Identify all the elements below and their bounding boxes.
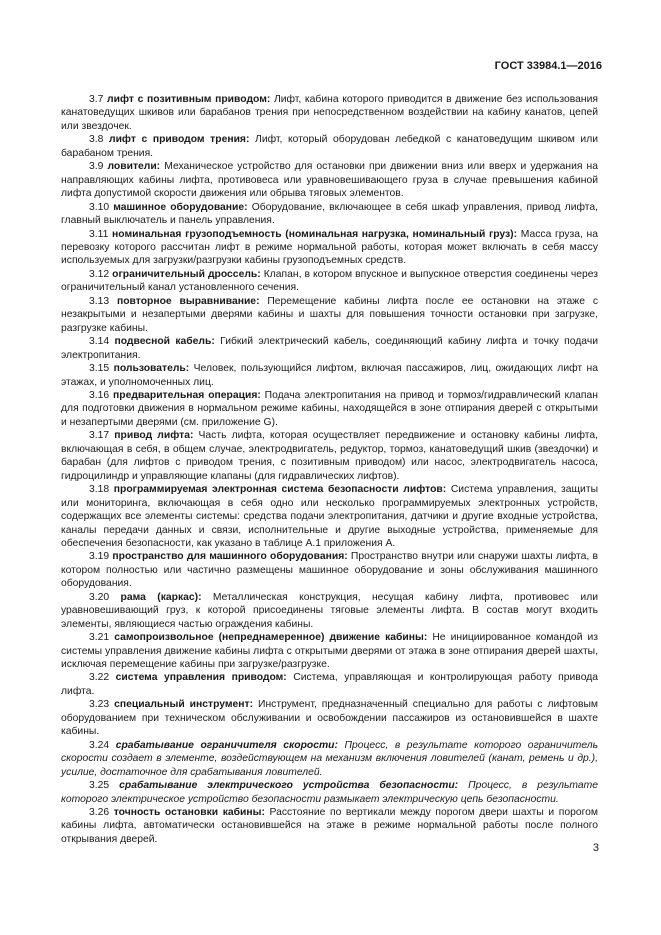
definition-text: Гибкий электрический кабель, соединяющий кабину лифта и точку подачи электропитания. [61,336,598,361]
definition-text: Система, управляющая и контролирующая работу привода лифта. [61,672,599,697]
definition-text: Механическое устройство для остановки при движении вниз или вверх и удержания на направляющих кабины лифта, противовеса или уравновешивающего груза в случае превышения кабиной лифта допустимой скорости движения или обрыва тяговых элементов. [61,161,599,200]
definition-number: 3.18 [89,484,110,496]
definition-text: Подача электропитания на привод и тормоз/гидравлический клапан для подготовки движения в нормальном режиме кабины, находящейся в зоне отпирания дверей с открытыми и незапертыми дверями (см. приложение G). [61,389,598,428]
definition-term: срабатывание электрического устройства безопасности: [119,780,459,792]
definition-term: рама (каркас): [120,591,202,603]
definition-item [61,133,598,160]
definition-item [61,631,598,671]
definition-term: номинальная грузоподъемность (номинальная нагрузка, номинальный груз): [112,228,518,240]
definition-item [61,550,598,590]
definition-number: 3.9 [89,161,104,173]
definition-term: система управления приводом: [115,672,287,684]
definition-item [61,389,598,429]
definitions-list [61,93,598,846]
definition-number: 3.20 [89,591,110,603]
definition-term: привод лифта: [114,430,194,442]
definition-text: Пространство внутри или снаружи шахты лифта, в котором полностью или частично размещены машинное оборудование и зоны обслуживания машинного оборудования. [61,551,599,590]
definition-item [61,295,598,335]
definition-number: 3.14 [89,336,110,348]
definition-text: Металлическая конструкция, несущая кабину лифта, противовес или уравновешивающий груз, к которой присоединены тяговые элементы лифта. В состав могут входить элементы, являющиеся частью ограждения кабины. [61,591,599,630]
definition-item [61,806,598,846]
definition-term: программируемая электронная система безопасности лифтов: [113,484,447,496]
definition-number: 3.11 [89,228,109,240]
definition-term: ограничительный дроссель: [112,268,261,280]
definition-number: 3.23 [89,699,110,711]
definition-item [61,268,598,295]
definition-item [61,591,598,631]
definition-text: Клапан, в котором впускное и выпускное отверстия соединены через ограничительный канал установленного сечения. [61,268,599,294]
definition-term: ловители: [107,161,161,173]
definition-item [61,483,598,550]
definition-number: 3.21 [89,632,110,644]
definition-text: Масса груза, на перевозку которого рассчитан лифт в режиме нормальной работы, которая может включать в себя массу используемых для загрузки/разгрузки кабины грузоподъемных средств. [61,228,599,267]
definition-item [61,93,598,133]
definition-term: самопроизвольное (непреднамеренное) движение кабины: [114,632,428,644]
definition-term: лифт с позитивным приводом: [107,94,271,105]
definition-item [61,779,598,806]
definition-text: Система управления, защиты или мониторинга, включающая в себя одно или несколько программируемых электронных устройств, содержащих все элементы системы: средства подачи электропитания, датчики и другие входные устройства, каналы передачи данных и связи, исполнительные и другие выходные устройства, применяемые для обеспечения безопасности, как указано в таблице А.1 приложения А. [61,484,599,549]
definition-number: 3.13 [89,295,110,307]
definition-item [61,228,598,268]
definition-number: 3.17 [89,430,110,442]
definition-text: Перемещение кабины лифта после ее остановки на этаже с незакрытыми и незапертыми дверями кабины и шахты для повышения точности остановки при загрузке, разгрузке кабины. [61,295,598,334]
definition-text: Лифт, который оборудован лебедкой с канатоведущим шкивом или барабаном трения. [61,134,599,159]
definition-number: 3.8 [89,134,104,146]
definition-number: 3.19 [89,551,110,563]
definition-item [61,160,598,200]
definition-text: Лифт, кабина которого приводится в движение без использования канатоведущих шкивов или барабанов трения при непосредственном воздействии на кабину канатов, цепей или звездочек. [61,94,599,132]
definition-text: Часть лифта, которая осуществляет передвижение и остановку кабины лифта, включающая в себя, в общем случае, электродвигатель, редуктор, тормоз, канатоведущий шкив (звездочки) и барабан (для лифтов с приводом трения, с позитивным приводом) или насос, электродвигатель насоса, гидроцилиндр и управляющие клапаны (для гидравлических лифтов). [61,430,598,482]
definition-term: срабатывание ограничителя скорости: [115,739,338,751]
definition-number: 3.22 [89,672,110,684]
definition-item [61,698,598,738]
definition-text: Инструмент, предназначенный специально для работы с лифтовым оборудованием при техническом обслуживании и освобождении пассажиров из остановившейся в шахте кабины. [61,699,598,738]
page-number: 3 [592,842,599,854]
definition-text: Процесс, в результате которого ограничитель скорости создает в элементе, воздействующем на механизм включения ловителей (канат, ремень и др.), усилие, достаточное для срабатывания ловителей. [61,739,599,778]
definition-number: 3.25 [89,780,110,792]
definition-term: лифт с приводом трения: [109,134,250,146]
definition-term: предварительная операция: [113,389,261,401]
definition-text: Оборудование, включающее в себя шкаф управления, привод лифта, главный выключатель и панель управления. [61,201,599,227]
definition-item [61,335,598,362]
definition-text: Процесс, в результате которого электрическое устройство безопасности размыкает электрическую цепь безопасности. [61,780,599,805]
definition-number: 3.12 [89,268,110,280]
definition-item [61,201,598,228]
document-code: ГОСТ 33984.1—2016 [494,60,602,72]
definition-item [61,739,598,779]
definition-term: пользователь: [113,363,190,375]
definition-term: подвесной кабель: [114,336,215,348]
definition-item [61,671,598,698]
definition-term: специальный инструмент: [114,699,254,711]
definition-number: 3.16 [89,389,110,401]
definition-item [61,362,598,389]
definition-number: 3.24 [89,739,110,751]
definition-text: Не инициированное командой из системы управления движение кабины лифта с открытыми дверями от этажа в зоне отпирания дверей шахты, исключая перемещение кабины при загрузке/разгрузке. [61,632,599,671]
definition-text: Человек, пользующийся лифтом, включая пассажиров, лиц, ожидающих лифт на этажах, и уполномоченных лиц. [61,363,599,388]
definition-term: машинное оборудование: [113,201,248,213]
definition-number: 3.15 [89,363,110,375]
definition-term: точность остановки кабины: [113,807,265,819]
definition-number: 3.26 [89,807,110,819]
definition-number: 3.10 [89,201,110,213]
definition-term: повторное выравнивание: [116,295,260,307]
definition-item [61,429,598,483]
definition-text: Расстояние по вертикали между порогом двери шахты и порогом кабины лифта, автоматически остановившейся на этаже в режиме нормальной работы после полного открывания дверей. [61,807,599,845]
definition-number: 3.7 [89,94,104,105]
definition-term: пространство для машинного оборудования: [112,551,348,563]
